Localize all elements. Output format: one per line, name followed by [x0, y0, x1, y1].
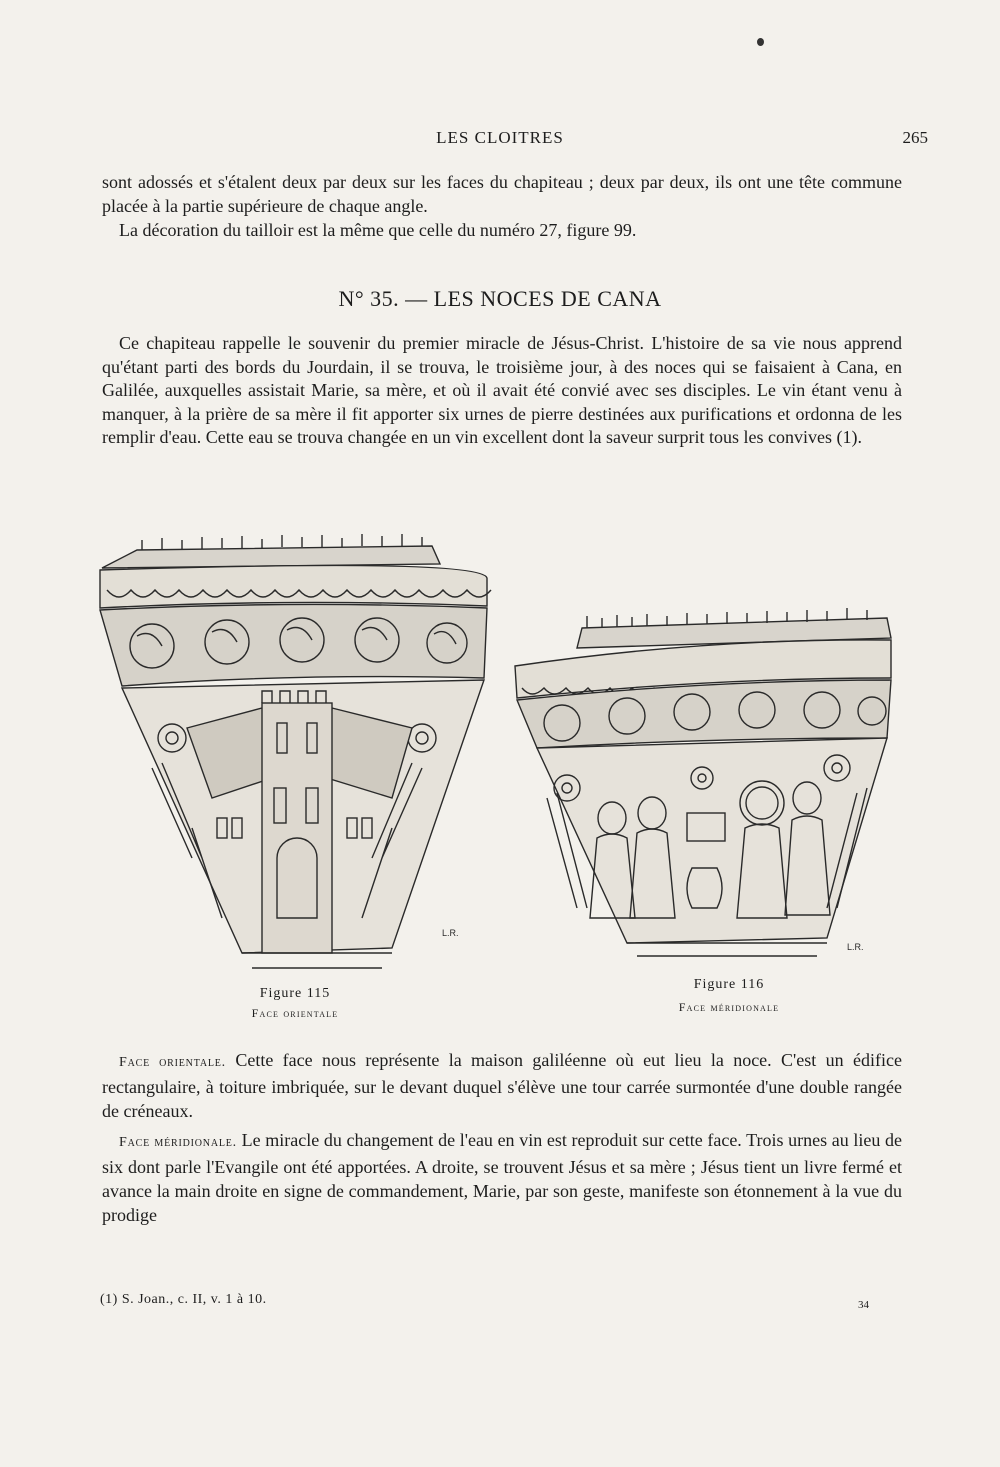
- section-body: Ce chapiteau rappelle le souvenir du premier miracle de Jésus-Christ. L'histoire de sa vie nous apprend qu'étant parti des bords du Jourdain, il se trouva, le troisième jour, à des noces qui se faisaient à Cana, en Galilée, auxquelles assistait Marie, sa mère, et où il avait été convié avec ses disciples. Le vin étant venu à manquer, à la prière de sa mère il fit apporter six urnes de pierre destinées aux purifications et ordonna de les remplir d'eau. Cette eau se trouva changée en un vin excellent dont la saveur surprit tous les convives (1).: [102, 333, 902, 448]
- printer-signature-mark: 34: [858, 1299, 869, 1311]
- section-title: N° 35. — LES NOCES DE CANA: [338, 286, 662, 311]
- figure-116-caption: [604, 1000, 854, 1015]
- face-meridionale-text: Le miracle du changement de l'eau en vin est reproduit sur cette face. Trois urnes au lieu de six dont parle l'Evangile ont été apportées. A droite, se trouvent Jésus et sa mère ; Jésus tient un livre fermé et avance la main droite en signe de commandement, Marie, par son geste, manifeste son étonnement à la vue du prodige: [102, 1130, 902, 1225]
- figure-115-signature: L.R.: [442, 928, 459, 938]
- face-meridionale-paragraph: [102, 1128, 902, 1227]
- ink-speck: [757, 38, 764, 46]
- decoration-paragraph: La décoration du tailloir est la même que celle du numéro 27, figure 99.: [119, 220, 637, 240]
- figure-115-illustration: [92, 528, 492, 978]
- page-number: 265: [902, 128, 928, 147]
- intro-paragraph: sont adossés et s'étalent deux par deux sur les faces du chapiteau ; deux par deux, ils ont une tête commune placée à la partie supérieure de chaque angle.: [102, 172, 902, 216]
- figure-115-caption-text: Face orientale: [251, 1006, 339, 1020]
- running-title: LES CLOITRES: [436, 128, 564, 147]
- face-orientale-text: Cette face nous représente la maison galiléenne où eut lieu la noce. C'est un édifice rectangulaire, à toiture imbriquée, sur le devant duquel s'élève une tour carrée surmontée d'une double rangée de créneaux.: [102, 1050, 902, 1121]
- face-orientale-paragraph: [102, 1048, 902, 1123]
- figure-116-illustration: [507, 598, 895, 970]
- figure-115-number: Figure 115: [259, 986, 331, 1001]
- figure-115-caption: [200, 1006, 390, 1021]
- face-orientale-label: Face orientale.: [119, 1055, 226, 1070]
- figure-116-caption-text: Face méridionale: [678, 1000, 780, 1014]
- footnote: (1) S. Joan., c. II, v. 1 à 10.: [100, 1292, 267, 1307]
- figure-116-number: Figure 116: [693, 977, 765, 992]
- face-meridionale-label: Face méridionale.: [119, 1135, 237, 1150]
- figure-116-signature: L.R.: [847, 942, 864, 952]
- page-header: [0, 128, 1000, 158]
